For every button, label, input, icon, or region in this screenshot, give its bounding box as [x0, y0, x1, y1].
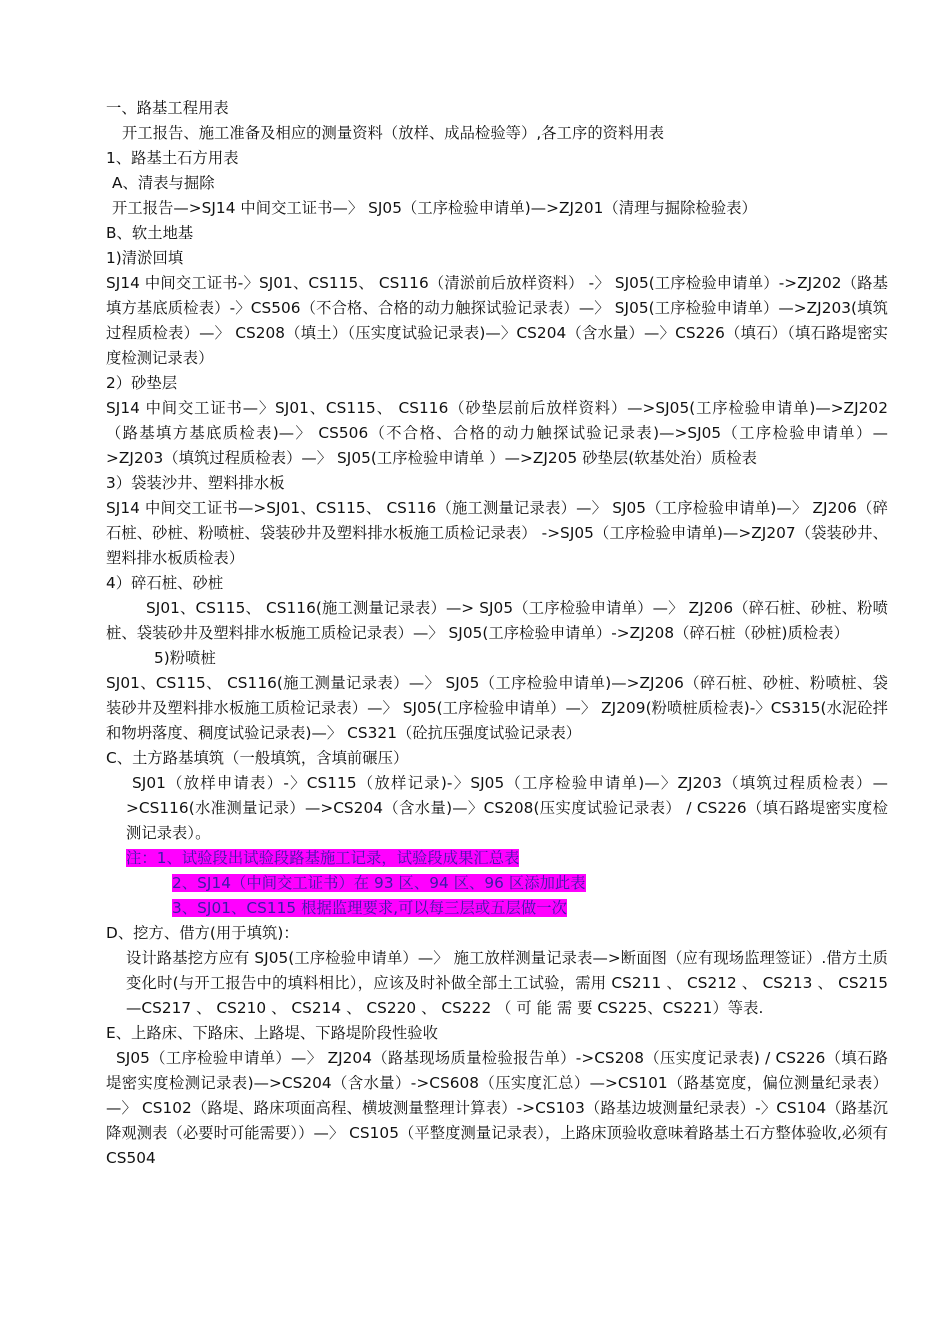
item-silt-backfill: 1)清淤回填 — [106, 249, 184, 267]
powder-piles-workflow: SJ01、CS115、 CS116(施工测量记录表）—〉 SJ05（工序检验申请单)—>ZJ206（碎石桩、砂桩、粉喷桩、袋装砂井及塑料排水板施工质检记录表）—〉 SJ05(工序检验申请单）—〉 ZJ209(粉喷桩质检表)-〉CS315(水泥砼拌和物坍落度、稠度试验记录表)—〉 CS321（砼抗压强度试验记录表） — [106, 674, 888, 742]
subsection-earth-fill: C、土方路基填筑（一般填筑，含填前碾压） — [106, 749, 409, 767]
subsection-soft-soil: B、软土地基 — [106, 224, 194, 242]
note-1-text: 1、试验段出试验段路基施工记录，试验段成果汇总表 — [156, 849, 520, 867]
acceptance-workflow: SJ05（工序检验申请单）—〉 ZJ204（路基现场质量检验报告单）->CS208（压实度记录表) / CS226（填石路堤密实度检测记录表)—>CS204（含水量）->CS608（压实度汇总）—>CS101（路基宽度，偏位测量纪录表）—〉 CS102（路堤、路床项面高程、横坡测量整理计算表）->CS103（路基边坡测量纪录表）-〉CS104（路基沉降观测表（必要时可能需要））—〉 CS105（平整度测量记录表），上路床顶验收意味着路基土石方整体验收,必须有 CS504 — [106, 1049, 888, 1167]
intro-paragraph: 开工报告、施工准备及相应的测量资料（放样、成品检验等）,各工序的资料用表 — [122, 124, 665, 142]
subsection-excavation: D、挖方、借方(用于填筑)： — [106, 924, 299, 942]
excavation-paragraph: 设计路基挖方应有 SJ05(工序检验申请单）—〉 施工放样测量记录表—>断面图（应有现场监理签证）.借方土质变化时(与开工报告中的填料相比），应该及时补做全部土工试验，需用 CS211 、 CS212 、 CS213 、 CS215—CS217 、 CS210 、 CS214 、 CS220 、 CS222 （ 可 能 需 要 CS225、CS221）等表. — [126, 949, 888, 1017]
silt-backfill-workflow: SJ14 中间交工证书-〉SJ01、CS115、 CS116（清淤前后放样资料） -〉 SJ05(工序检验申请单）->ZJ202（路基填方基底质检表）-〉CS506（不合格、合格的动力触探试验记录表）—〉 SJ05(工序检验申请单）—>ZJ203(填筑过程质检表）—〉 CS208（填土）（压实度试验记录表)—〉CS204（含水量）—〉CS226（填石）（填石路堤密实度检测记录表） — [106, 274, 888, 367]
note-prefix: 注： — [126, 849, 157, 867]
item-powder-piles: 5)粉喷桩 — [154, 649, 216, 667]
earth-fill-workflow: SJ01（放样申请表）-〉CS115（放样记录)-〉SJ05（工序检验申请单)—〉ZJ203（填筑过程质检表）—>CS116(水准测量记录）—>CS204（含水量)—〉CS208(压实度试验记录表） / CS226（填石路堤密实度检测记录表）。 — [126, 774, 888, 842]
clearing-workflow: 开工报告—>SJ14 中间交工证书—〉 SJ05（工序检验申请单)—>ZJ201（清理与掘除检验表） — [112, 199, 757, 217]
sand-cushion-workflow: SJ14 中间交工证书—〉SJ01、CS115、 CS116（砂垫层前后放样资料）—>SJ05(工序检验申请单)—>ZJ202（路基填方基底质检表)—〉 CS506（不合格、合格的动力触探试验记录表)—>SJ05（工序检验申请单）—>ZJ203（填筑过程质检表）—〉 SJ05(工序检验申请单 ）—>ZJ205 砂垫层(软基处治）质检表 — [106, 399, 888, 467]
subsection-clearing: A、清表与掘除 — [112, 174, 215, 192]
note-2-text: 2、SJ14（中间交工证书）在 93 区、94 区、96 区添加此表 — [172, 874, 586, 892]
subsection-acceptance: E、上路床、下路床、上路堤、下路堤阶段性验收 — [106, 1024, 439, 1042]
note-3 — [106, 896, 888, 921]
note-2 — [106, 871, 888, 896]
section-earthwork-forms: 1、路基土石方用表 — [106, 149, 239, 167]
sand-wells-workflow: SJ14 中间交工证书—>SJ01、CS115、 CS116（施工测量记录表）—〉 SJ05（工序检验申请单)—〉 ZJ206（碎石桩、砂桩、粉喷桩、袋装砂井及塑料排水板施工质检记录表） ->SJ05（工序检验申请单)—>ZJ207（袋装砂井、塑料排水板质检表） — [106, 499, 888, 567]
gravel-piles-workflow: SJ01、CS115、 CS116(施工测量记录表）—> SJ05（工序检验申请单）—〉 ZJ206（碎石桩、砂桩、粉喷桩、袋装砂井及塑料排水板施工质检记录表）—〉 SJ05(工序检验申请单）->ZJ208（碎石桩（砂桩)质检表） — [106, 599, 888, 642]
item-gravel-piles: 4）碎石桩、砂桩 — [106, 574, 224, 592]
item-sand-wells: 3）袋装沙井、塑料排水板 — [106, 474, 285, 492]
note-1 — [106, 846, 888, 871]
heading-roadbed-forms: 一、路基工程用表 — [106, 99, 229, 117]
item-sand-cushion: 2）砂垫层 — [106, 374, 178, 392]
note-3-text: 3、SJ01、CS115 根据监理要求,可以每三层或五层做一次 — [172, 899, 567, 917]
